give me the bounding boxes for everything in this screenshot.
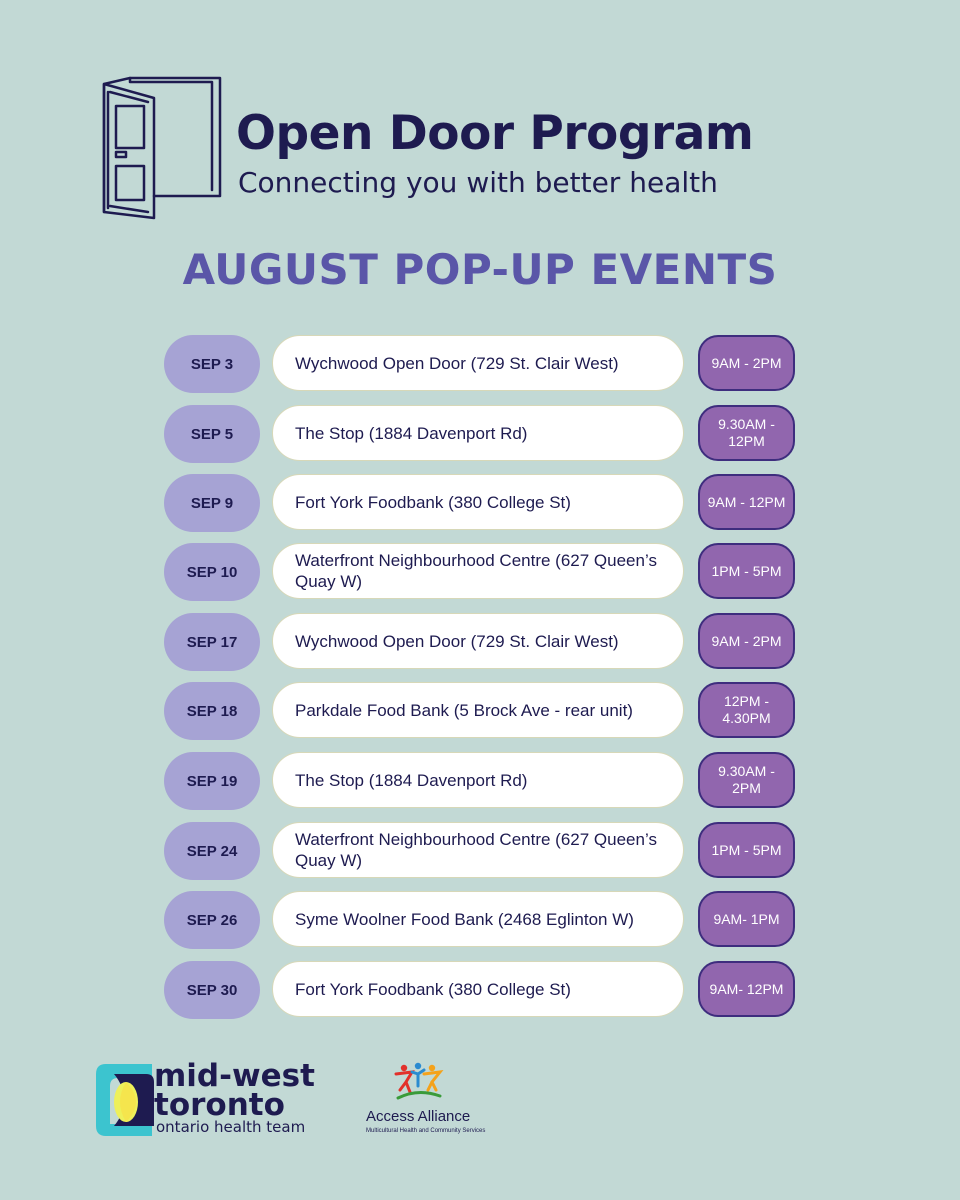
event-location: Waterfront Neighbourhood Centre (627 Queen’s Quay W) — [272, 543, 684, 599]
event-time: 9.30AM - 2PM — [698, 752, 795, 808]
access-alliance-name: Access Alliance — [366, 1108, 471, 1125]
mid-west-toronto-name: mid-west toronto — [154, 1058, 315, 1123]
event-row — [0, 961, 960, 1019]
event-location: The Stop (1884 Davenport Rd) — [272, 405, 684, 461]
event-date: SEP 3 — [164, 335, 260, 393]
event-row — [0, 474, 960, 532]
event-location: Fort York Foodbank (380 College St) — [272, 474, 684, 530]
event-location: The Stop (1884 Davenport Rd) — [272, 752, 684, 808]
event-location: Waterfront Neighbourhood Centre (627 Queen’s Quay W) — [272, 822, 684, 878]
event-time: 9AM- 1PM — [698, 891, 795, 947]
event-time: 9AM- 12PM — [698, 961, 795, 1017]
section-heading: AUGUST POP-UP EVENTS — [182, 245, 778, 294]
page-subtitle: Connecting you with better health — [238, 166, 718, 199]
page-title: Open Door Program — [236, 106, 754, 161]
event-time: 9AM - 12PM — [698, 474, 795, 530]
event-row — [0, 891, 960, 949]
event-row — [0, 613, 960, 671]
event-date: SEP 5 — [164, 405, 260, 463]
event-row — [0, 822, 960, 880]
event-date: SEP 19 — [164, 752, 260, 810]
event-date: SEP 17 — [164, 613, 260, 671]
access-alliance-subtitle: Multicultural Health and Community Services — [366, 1128, 486, 1134]
event-row — [0, 405, 960, 463]
event-time: 1PM - 5PM — [698, 822, 795, 878]
event-time: 1PM - 5PM — [698, 543, 795, 599]
event-location: Syme Woolner Food Bank (2468 Eglinton W) — [272, 891, 684, 947]
event-row — [0, 752, 960, 810]
open-door-icon — [96, 72, 226, 222]
event-date: SEP 9 — [164, 474, 260, 532]
event-row — [0, 335, 960, 393]
event-date: SEP 26 — [164, 891, 260, 949]
mid-west-toronto-subtitle: ontario health team — [156, 1118, 306, 1136]
event-location: Fort York Foodbank (380 College St) — [272, 961, 684, 1017]
event-location: Wychwood Open Door (729 St. Clair West) — [272, 335, 684, 391]
event-date: SEP 24 — [164, 822, 260, 880]
event-date: SEP 30 — [164, 961, 260, 1019]
event-time: 9AM - 2PM — [698, 613, 795, 669]
event-time: 12PM - 4.30PM — [698, 682, 795, 738]
event-row — [0, 682, 960, 740]
access-alliance-logo-icon — [392, 1060, 444, 1100]
event-location: Wychwood Open Door (729 St. Clair West) — [272, 613, 684, 669]
event-location: Parkdale Food Bank (5 Brock Ave - rear unit) — [272, 682, 684, 738]
event-date: SEP 10 — [164, 543, 260, 601]
event-time: 9AM - 2PM — [698, 335, 795, 391]
event-time: 9.30AM - 12PM — [698, 405, 795, 461]
event-date: SEP 18 — [164, 682, 260, 740]
mid-west-toronto-logo-icon — [96, 1064, 156, 1136]
event-row — [0, 543, 960, 601]
